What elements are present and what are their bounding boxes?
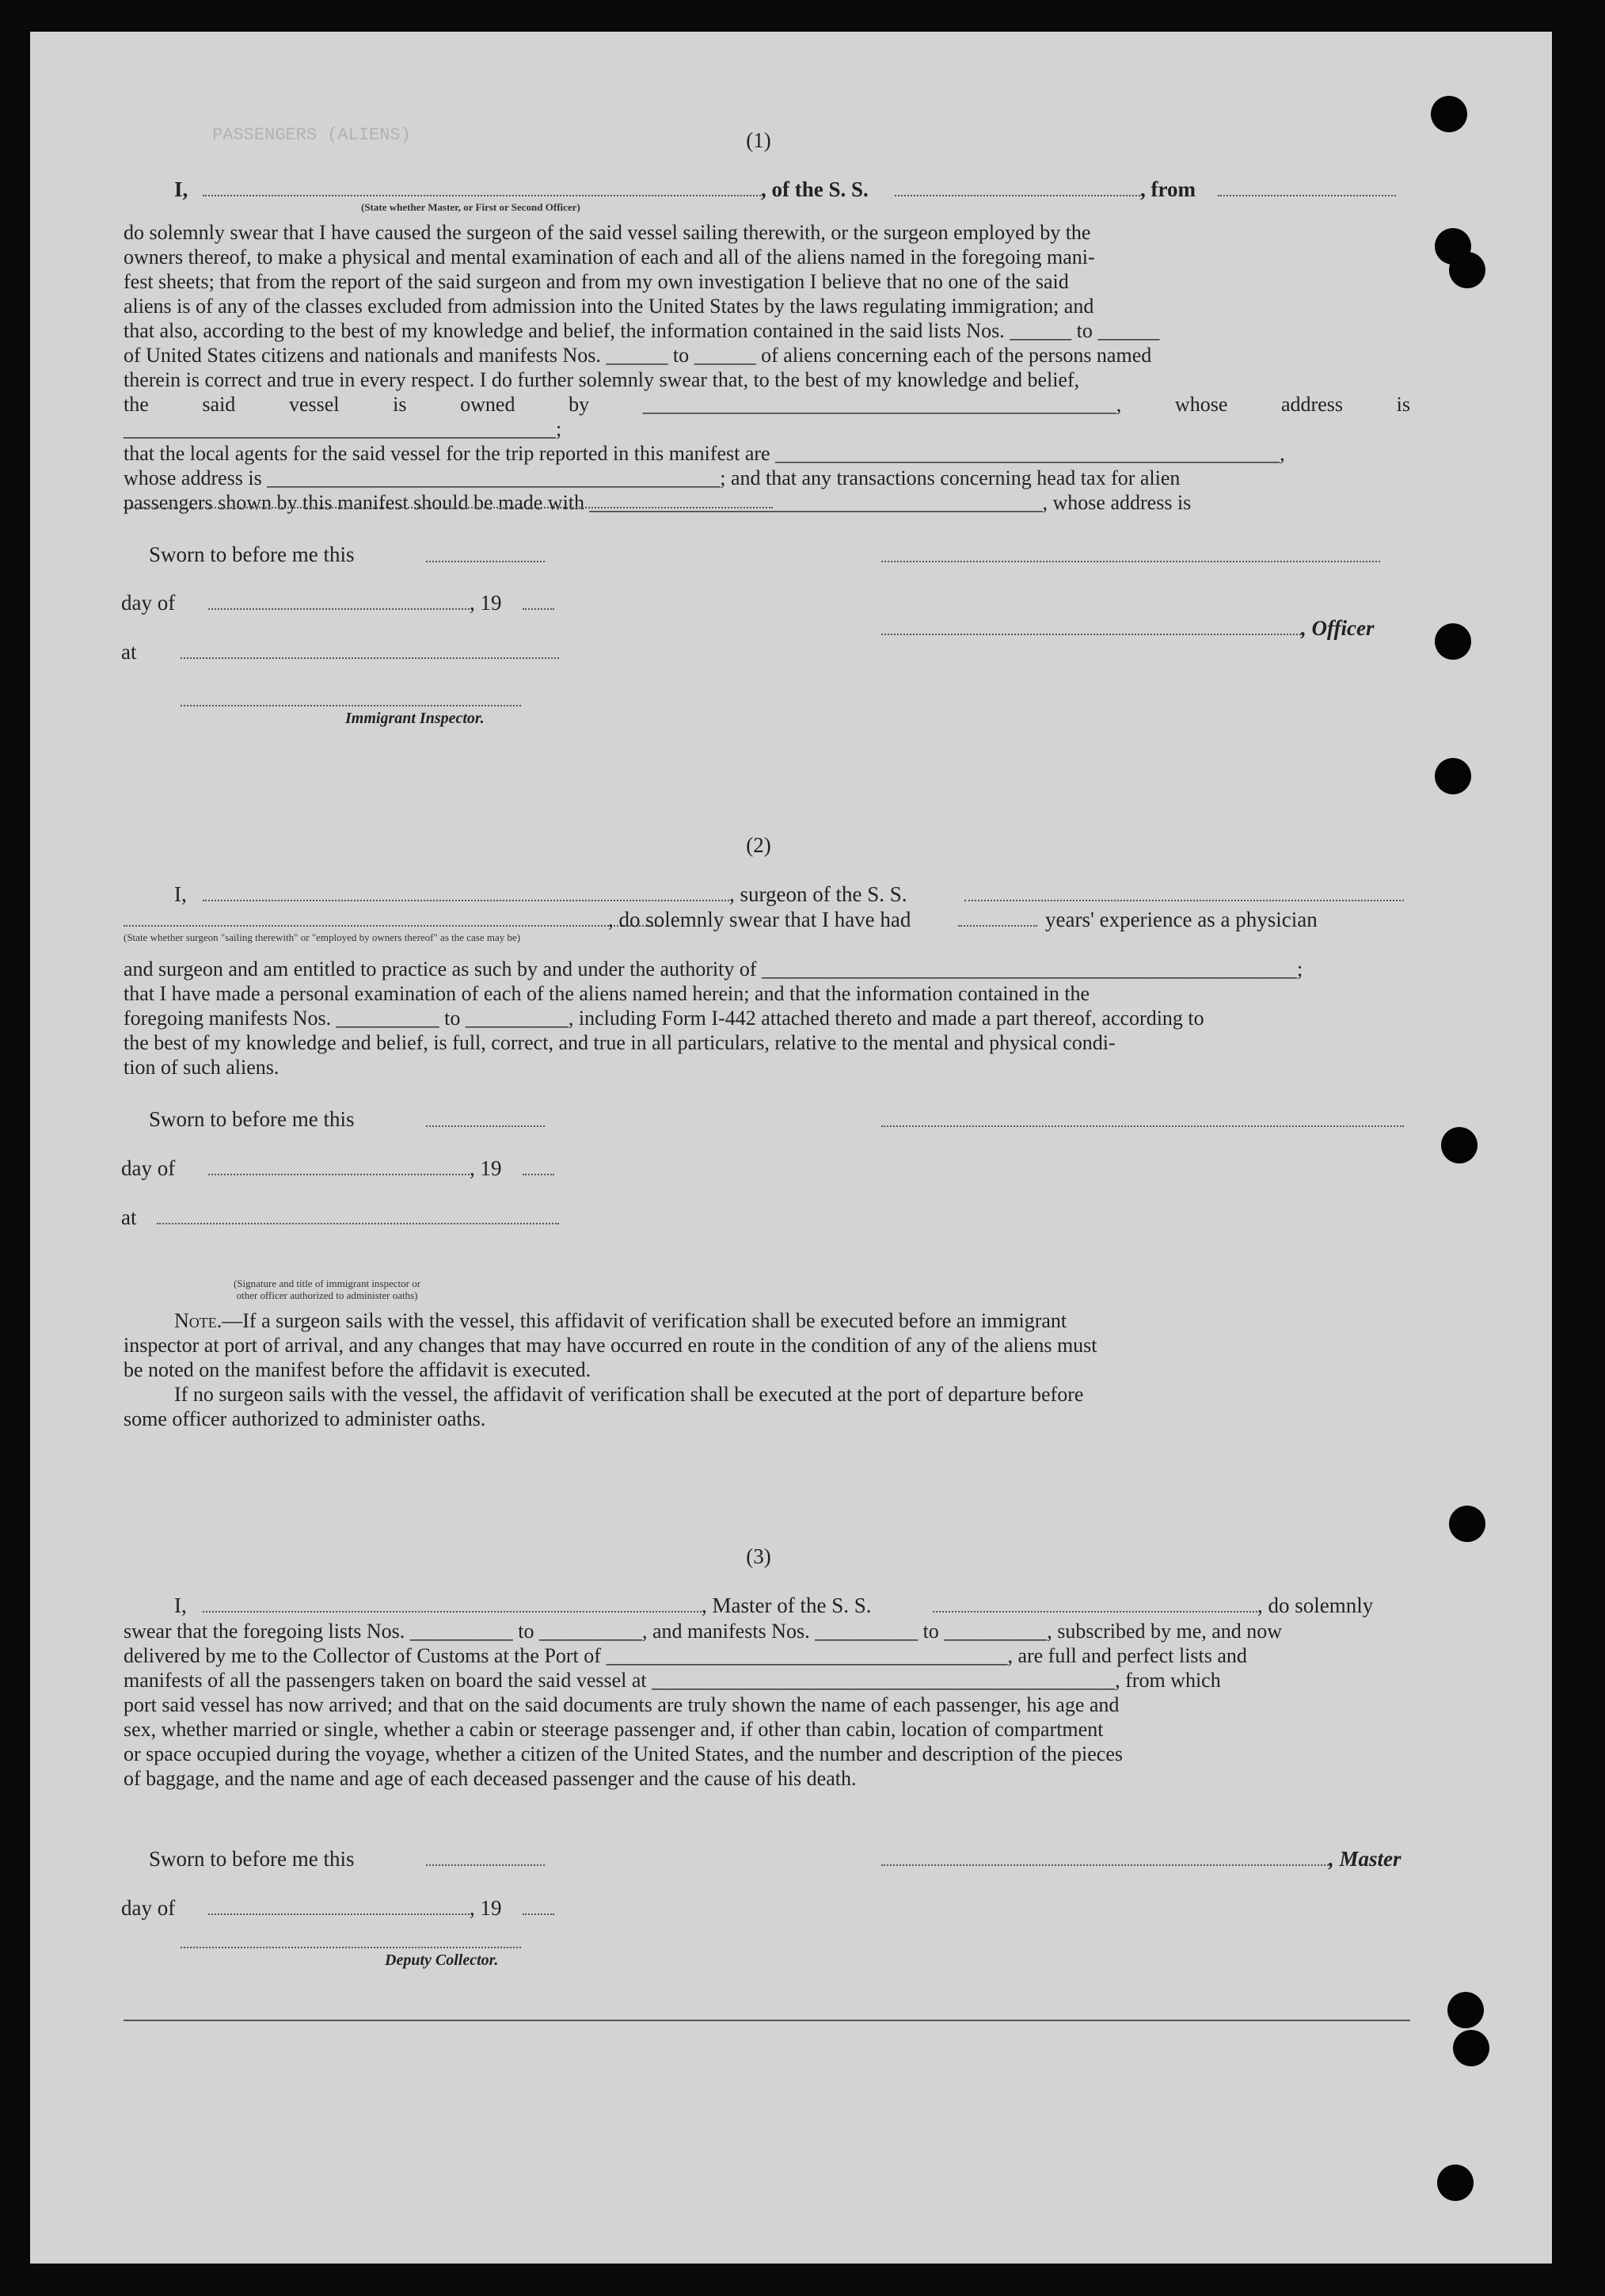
s1-line: therein is correct and true in every respect. I do further solemnly swear that, to the best of my knowledge and belief, <box>124 368 1080 391</box>
s3-line: port said vessel has now arrived; and that on the said documents are truly shown the name of each passenger, his age and <box>124 1693 1120 1716</box>
s1-year-label: , 19 <box>470 591 502 615</box>
s1-master-note: (State whether Master, or First or Second Officer) <box>361 201 580 213</box>
s2-note-label: Note. <box>174 1309 222 1332</box>
s2-i-label: I, <box>174 882 187 906</box>
s1-head-tax-address-field[interactable] <box>124 507 773 508</box>
s2-line: and surgeon and am entitled to practice as such by and under the authority of ____________________________________________________; <box>124 958 1303 980</box>
s2-surgeon-of-label: , surgeon of the S. S. <box>729 882 907 906</box>
s2-oath-body <box>124 957 1410 1079</box>
s1-from-label: , from <box>1140 177 1196 201</box>
s3-line: of baggage, and the name and age of each deceased passenger and the cause of his death. <box>124 1767 857 1790</box>
s3-line: manifests of all the passengers taken on board the said vessel at _____________________________________________, from which <box>124 1669 1221 1692</box>
s1-line: fest sheets; that from the report of the said surgeon and from my own investigation I believe that no one of the said <box>124 270 1069 293</box>
s2-day-of-label: day of <box>121 1156 176 1180</box>
s2-years-label: years' experience as a physician <box>1045 908 1318 931</box>
s1-name-field[interactable] <box>203 195 761 196</box>
s1-line: that the local agents for the said vessel for the trip reported in this manifest are _________________________________________________, <box>124 442 1285 465</box>
s3-line: delivered by me to the Collector of Customs at the Port of _______________________________________, are full and perfect lists and <box>124 1644 1247 1667</box>
s2-at-label: at <box>121 1205 137 1229</box>
s2-note-line: —If a surgeon sails with the vessel, this affidavit of verification shall be executed before an immigrant <box>222 1309 1067 1332</box>
s2-day-of-field[interactable] <box>208 1174 470 1175</box>
s3-vessel-field[interactable] <box>933 1611 1257 1613</box>
s3-name-field[interactable] <box>203 1611 702 1613</box>
s1-line: whose address is ____________________________________________; and that any transactions concerning head tax for alien <box>124 466 1181 489</box>
s1-at-field[interactable] <box>181 657 559 659</box>
s2-note <box>124 1308 1410 1431</box>
punch-hole <box>1437 2165 1474 2201</box>
s2-signature-note-1: (Signature and title of immigrant inspector or <box>233 1277 421 1289</box>
s1-from-field[interactable] <box>1218 195 1396 196</box>
s1-day-of-field[interactable] <box>208 608 470 610</box>
s1-of-ss-label: , of the S. S. <box>761 177 869 201</box>
s2-line: tion of such aliens. <box>124 1056 280 1079</box>
s1-officer-label: , Officer <box>1301 616 1375 640</box>
s3-do-solemnly-label: , do solemnly <box>1257 1593 1374 1617</box>
section-3-heading: (3) <box>746 1544 771 1568</box>
punch-hole <box>1449 252 1485 288</box>
s3-sworn-label: Sworn to before me this <box>149 1847 355 1871</box>
bleed-through-header: PASSENGERS (ALIENS) <box>212 125 411 145</box>
punch-hole <box>1431 96 1467 132</box>
s3-line: or space occupied during the voyage, whether a citizen of the United States, and the number and description of the pieces <box>124 1742 1124 1765</box>
s1-line: owners thereof, to make a physical and mental examination of each and all of the aliens named in the foregoing mani- <box>124 246 1095 268</box>
s3-oath-body <box>124 1619 1410 1791</box>
s3-line: sex, whether married or single, whether a cabin or steerage passenger and, if other than cabin, location of compartment <box>124 1718 1104 1741</box>
section-1-heading: (1) <box>746 128 771 152</box>
s2-signature-field[interactable] <box>881 1125 1404 1127</box>
s1-line: aliens is of any of the classes excluded from admission into the United States by the laws regulating immigration; and <box>124 295 1094 318</box>
s1-line: that also, according to the best of my knowledge and belief, the information contained in the said lists Nos. ______ to ______ <box>124 319 1160 342</box>
s3-year-field[interactable] <box>523 1913 554 1915</box>
section-2-heading: (2) <box>746 833 771 857</box>
s2-note-line: If no surgeon sails with the vessel, the affidavit of verification shall be executed at the port of departure before <box>174 1383 1084 1406</box>
s3-line: swear that the foregoing lists Nos. __________ to __________, and manifests Nos. __________ to __________, subscribed by me, and now <box>124 1620 1283 1643</box>
s3-master-label: , Master <box>1329 1847 1402 1871</box>
punch-hole <box>1435 758 1471 794</box>
s1-day-of-label: day of <box>121 591 176 615</box>
s1-sworn-label: Sworn to before me this <box>149 543 355 566</box>
s2-line: the best of my knowledge and belief, is full, correct, and true in all particulars, relative to the mental and physical condi- <box>124 1031 1116 1054</box>
s1-oath-body <box>124 220 1410 515</box>
s1-vessel-field[interactable] <box>895 195 1140 196</box>
s1-at-label: at <box>121 640 137 664</box>
s1-i-label: I, <box>174 177 188 201</box>
s1-line: passengers shown by this manifest should be made with ____________________________________________, whose address is <box>124 491 1192 514</box>
s1-line: do solemnly swear that I have caused the surgeon of the said vessel sailing therewith, or the surgeon employed by the <box>124 221 1091 244</box>
punch-hole <box>1447 1992 1484 2028</box>
s3-year-label: , 19 <box>470 1896 502 1920</box>
punch-hole <box>1435 623 1471 660</box>
punch-hole <box>1453 2030 1489 2066</box>
s3-master-signature-field[interactable] <box>881 1864 1329 1866</box>
s2-year-label: , 19 <box>470 1156 502 1180</box>
s3-deputy-field[interactable] <box>181 1947 521 1948</box>
s1-inspector-label: Immigrant Inspector. <box>345 710 485 727</box>
punch-hole <box>1441 1127 1478 1163</box>
s3-master-of-label: , Master of the S. S. <box>702 1593 872 1617</box>
document-page <box>30 32 1552 2264</box>
punch-hole <box>1449 1506 1485 1542</box>
s1-inspector-field[interactable] <box>181 705 521 706</box>
s2-surgeon-note: (State whether surgeon "sailing therewith" or "employed by owners thereof" as the case may be) <box>124 931 521 943</box>
s3-sworn-day-field[interactable] <box>426 1864 545 1866</box>
s1-line: of United States citizens and nationals and manifests Nos. ______ to ______ of aliens concerning each of the persons named <box>124 344 1152 367</box>
s1-officer-field[interactable] <box>881 634 1301 635</box>
s2-note-line: inspector at port of arrival, and any changes that may have occurred en route in the condition of any of the aliens must <box>124 1334 1097 1357</box>
s3-day-of-field[interactable] <box>208 1913 470 1915</box>
s2-years-field[interactable] <box>958 925 1037 927</box>
s3-day-of-label: day of <box>121 1896 176 1920</box>
s2-signature-note-2: other officer authorized to administer oaths) <box>236 1289 418 1301</box>
s2-vessel-field[interactable] <box>964 900 1404 901</box>
s3-deputy-label: Deputy Collector. <box>385 1951 499 1969</box>
s1-sworn-day-field[interactable] <box>426 561 545 562</box>
s2-line: foregoing manifests Nos. __________ to __________, including Form I-442 attached thereto and made a part thereof, according to <box>124 1007 1204 1030</box>
s2-line: that I have made a personal examination of each of the aliens named herein; and that the information contained in the <box>124 982 1090 1005</box>
s2-at-field[interactable] <box>157 1223 559 1224</box>
bottom-divider <box>124 2020 1410 2021</box>
s2-surgeon-type-field[interactable] <box>124 925 662 927</box>
s1-line: the said vessel is owned by ______________________________________________, whose address is __________________________________________; <box>124 393 1410 440</box>
s2-sworn-day-field[interactable] <box>426 1125 545 1127</box>
s2-swear-label: , do solemnly swear that I have had <box>608 908 911 931</box>
s2-note-line: some officer authorized to administer oaths. <box>124 1407 486 1430</box>
s2-note-line: be noted on the manifest before the affidavit is executed. <box>124 1358 591 1381</box>
s1-signature-field[interactable] <box>881 561 1380 562</box>
s2-name-field[interactable] <box>203 900 729 901</box>
s3-i-label: I, <box>174 1593 187 1617</box>
s2-year-field[interactable] <box>523 1174 554 1175</box>
s1-year-field[interactable] <box>523 608 554 610</box>
s2-sworn-label: Sworn to before me this <box>149 1107 355 1131</box>
